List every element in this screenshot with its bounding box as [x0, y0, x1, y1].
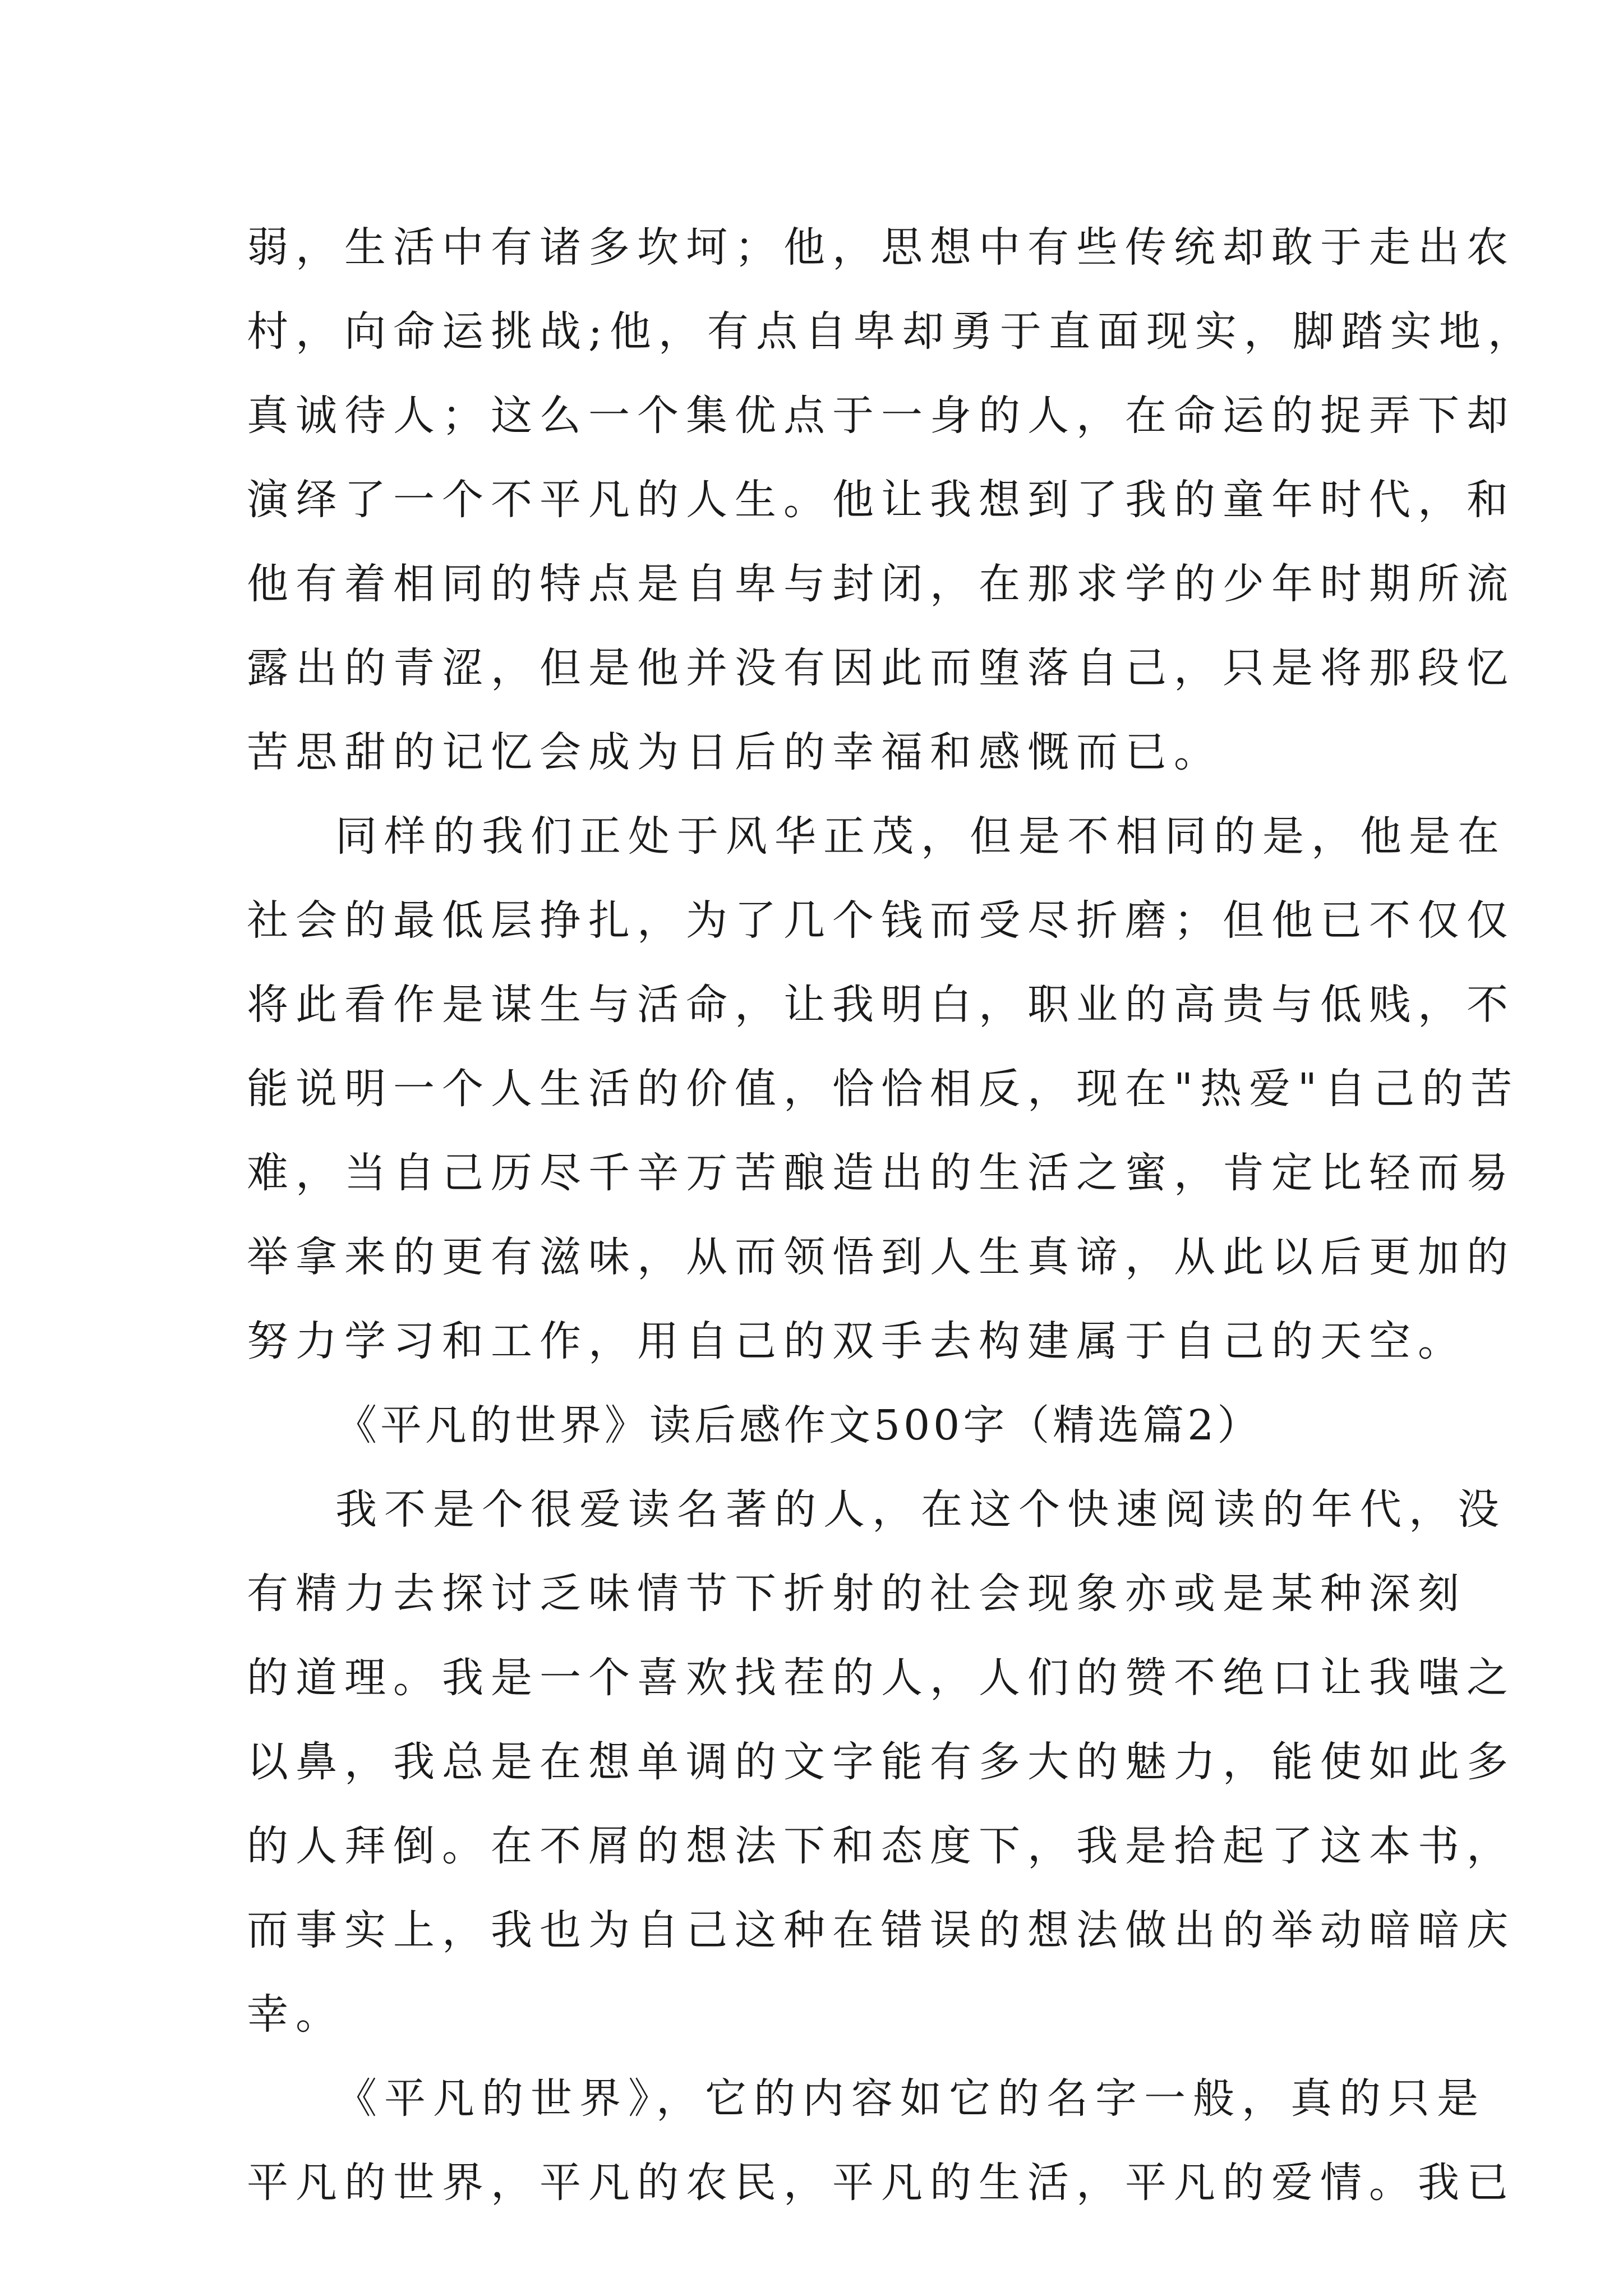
text-line: 的人拜倒。在不屑的想法下和态度下，我是拾起了这本书， [247, 1822, 1515, 1870]
paragraph-first-line: 同样的我们正处于风华正茂，但是不相同的是，他是在 [335, 812, 1506, 861]
text-line: 露出的青涩，但是他并没有因此而堕落自己，只是将那段忆 [247, 644, 1515, 692]
text-line: 努力学习和工作，用自己的双手去构建属于自己的天空。 [247, 1317, 1467, 1365]
text-line: 能说明一个人生活的价值，恰恰相反，现在"热爱"自己的苦 [247, 1065, 1520, 1113]
section-heading: 《平凡的世界》读后感作文500字（精选篇2） [335, 1401, 1262, 1450]
text-line: 而事实上，我也为自己这种在错误的想法做出的举动暗暗庆 [247, 1906, 1515, 1954]
text-line: 社会的最低层挣扎，为了几个钱而受尽折磨；但他已不仅仅 [247, 896, 1515, 945]
text-line: 村，向命运挑战;他，有点自卑却勇于直面现实，脚踏实地， [247, 307, 1537, 356]
text-line: 难，当自己历尽千辛万苦酿造出的生活之蜜，肯定比轻而易 [247, 1149, 1515, 1197]
text-line: 举拿来的更有滋味，从而领悟到人生真谛，从此以后更加的 [247, 1233, 1515, 1281]
text-line: 以鼻，我总是在想单调的文字能有多大的魅力，能使如此多 [247, 1738, 1515, 1786]
text-line: 的道理。我是一个喜欢找茬的人，人们的赞不绝口让我嗤之 [247, 1654, 1515, 1702]
paragraph-first-line: 《平凡的世界》，它的内容如它的名字一般，真的只是 [335, 2074, 1486, 2123]
text-line: 他有着相同的特点是自卑与封闭，在那求学的少年时期所流 [247, 560, 1515, 608]
text-line: 苦思甜的记忆会成为日后的幸福和感慨而已。 [247, 728, 1223, 776]
document-body [247, 205, 1537, 2225]
text-line: 幸。 [247, 1990, 344, 2039]
text-line: 平凡的世界，平凡的农民，平凡的生活，平凡的爱情。我已 [247, 2159, 1515, 2207]
paragraph-first-line: 我不是个很爱读名著的人，在这个快速阅读的年代，没 [335, 1485, 1506, 1534]
text-line: 演绎了一个不平凡的人生。他让我想到了我的童年时代，和 [247, 476, 1515, 524]
text-line: 弱，生活中有诸多坎坷；他，思想中有些传统却敢于走出农 [247, 223, 1515, 272]
text-line: 真诚待人；这么一个集优点于一身的人，在命运的捉弄下却 [247, 392, 1515, 440]
text-line: 将此看作是谋生与活命，让我明白，职业的高贵与低贱，不 [247, 981, 1515, 1029]
text-line: 有精力去探讨乏味情节下折射的社会现象亦或是某种深刻 [247, 1570, 1467, 1618]
